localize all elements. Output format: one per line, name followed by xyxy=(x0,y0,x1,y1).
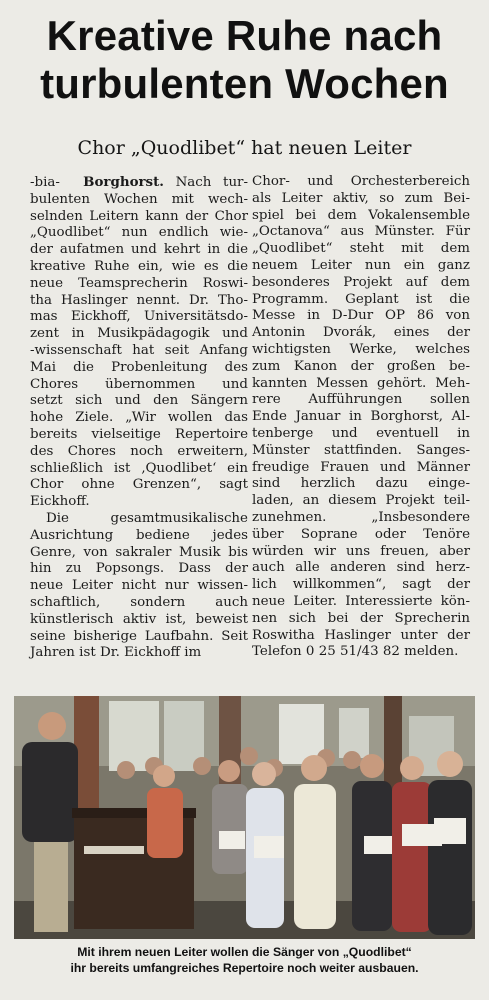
photo-caption-line-1: Mit ihrem neuen Leiter wollen die Sänger von „Quodlibet“ xyxy=(77,945,412,959)
column-line: Chor- und Orchesterbereich xyxy=(252,174,470,189)
column-line: zunehmen. „Insbesondere xyxy=(252,509,470,525)
column-line: Programm. Geplant ist die xyxy=(252,291,470,307)
column-line: als Leiter aktiv, so zum Bei- xyxy=(252,190,470,206)
column-line: Messe in D-Dur OP 86 von xyxy=(252,308,470,324)
column-line: Mai die Probenleitung des xyxy=(30,359,248,375)
column-line: hin zu Popsongs. Dass der xyxy=(30,561,248,577)
column-line: Chores übernommen und xyxy=(30,376,248,392)
column-line: über Soprane oder Tenöre xyxy=(252,526,470,542)
column-line: neuem Leiter nun ein ganz xyxy=(252,257,470,273)
byline-line xyxy=(30,174,248,192)
column-line: besonderes Projekt auf dem xyxy=(252,274,470,290)
column-line: „Quodlibet“ nun endlich wie- xyxy=(30,225,248,241)
column-line: nen sich bei der Sprecherin xyxy=(252,610,470,626)
column-line: -wissenschaft hat seit Anfang xyxy=(30,342,248,358)
column-line: des Chores noch erweitern, xyxy=(30,443,248,459)
column-line: neue Teamsprecherin Roswi- xyxy=(30,275,248,291)
byline-prefix: -bia- xyxy=(30,175,60,190)
column-line: schaftlich, sondern auch xyxy=(30,594,248,610)
choir-photo xyxy=(14,696,475,939)
column-line: Nach tur- xyxy=(175,175,248,190)
column-line: Ausrichtung bediene jedes xyxy=(30,527,248,543)
column-line: spiel bei dem Vokalensemble xyxy=(252,207,470,223)
column-line: auch alle anderen sind herz- xyxy=(252,560,470,576)
column-line: bereits vielseitige Repertoire xyxy=(30,426,248,442)
column-line: freudige Frauen und Männer xyxy=(252,459,470,475)
column-line: kannten Messen gehört. Meh- xyxy=(252,375,470,391)
byline-place: Borghorst. xyxy=(83,174,164,190)
article-subheadline: Chor „Quodlibet“ hat neuen Leiter xyxy=(77,137,412,159)
column-line: „Quodlibet“ steht mit dem xyxy=(252,241,470,257)
column-line: setzt sich und den Sängern xyxy=(30,393,248,409)
column-line: tenberge und eventuell in xyxy=(252,425,470,441)
column-line: Münster stattfinden. Sanges- xyxy=(252,442,470,458)
column-line: der aufatmen und kehrt in die xyxy=(30,242,248,258)
column-line: laden, an diesem Projekt teil- xyxy=(252,493,470,509)
column-line: neue Leiter. Interessierte kön- xyxy=(252,593,470,609)
column-line: Genre, von sakraler Musik bis xyxy=(30,544,248,560)
column-line: Chor ohne Grenzen“, sagt xyxy=(30,477,248,493)
column-line: Eickhoff. xyxy=(30,494,90,510)
column-line: würden wir uns freuen, aber xyxy=(252,543,470,559)
photo-caption xyxy=(14,944,475,976)
column-line: „Octanova“ aus Münster. Für xyxy=(252,224,470,240)
column-line: neue Leiter nicht nur wissen- xyxy=(30,578,248,594)
headline-line-2: turbulenten Wochen xyxy=(40,60,449,107)
column-line: zum Kanon der großen be- xyxy=(252,358,470,374)
column-line: Telefon 0 25 51/43 82 melden. xyxy=(252,644,459,660)
column-line: Jahren ist Dr. Eickhoff im xyxy=(30,645,202,661)
headline-line-1: Kreative Ruhe nach xyxy=(46,12,443,59)
column-line: Ende Januar in Borghorst, Al- xyxy=(252,409,470,425)
article-column-left xyxy=(30,174,248,662)
column-line: selnden Leitern kann der Chor xyxy=(30,208,248,224)
article-column-right xyxy=(252,174,470,661)
column-line: kreative Ruhe ein, wie es die xyxy=(30,258,248,274)
column-line: schließlich ist ‚Quodlibet‘ ein xyxy=(30,460,248,476)
column-line: zent in Musikpädagogik und xyxy=(30,326,248,342)
column-line: Roswitha Haslinger unter der xyxy=(252,627,470,643)
photo-caption-line-2: ihr bereits umfangreiches Repertoire noch weiter ausbauen. xyxy=(70,961,419,975)
column-line: Die gesamtmusikalische xyxy=(46,510,248,526)
column-line: hohe Ziele. „Wir wollen das xyxy=(30,410,248,426)
column-line: mas Eickhoff, Universitätsdo- xyxy=(30,309,248,325)
column-line: künstlerisch aktiv ist, beweist xyxy=(30,611,248,627)
choir-photo-graphic xyxy=(14,696,475,939)
column-line: bulenten Wochen mit wech- xyxy=(30,191,248,207)
column-line: tha Haslinger nennt. Dr. Tho- xyxy=(30,292,248,308)
article-headline xyxy=(0,12,489,108)
column-line: wichtigsten Werke, welches xyxy=(252,341,470,357)
column-line: rere Aufführungen sollen xyxy=(252,392,470,408)
column-line: sind herzlich dazu einge- xyxy=(252,476,470,492)
column-line: Antonin Dvorák, eines der xyxy=(252,325,470,341)
column-line: seine bisherige Laufbahn. Seit xyxy=(30,628,248,644)
column-line: lich willkommen“, sagt der xyxy=(252,577,470,593)
